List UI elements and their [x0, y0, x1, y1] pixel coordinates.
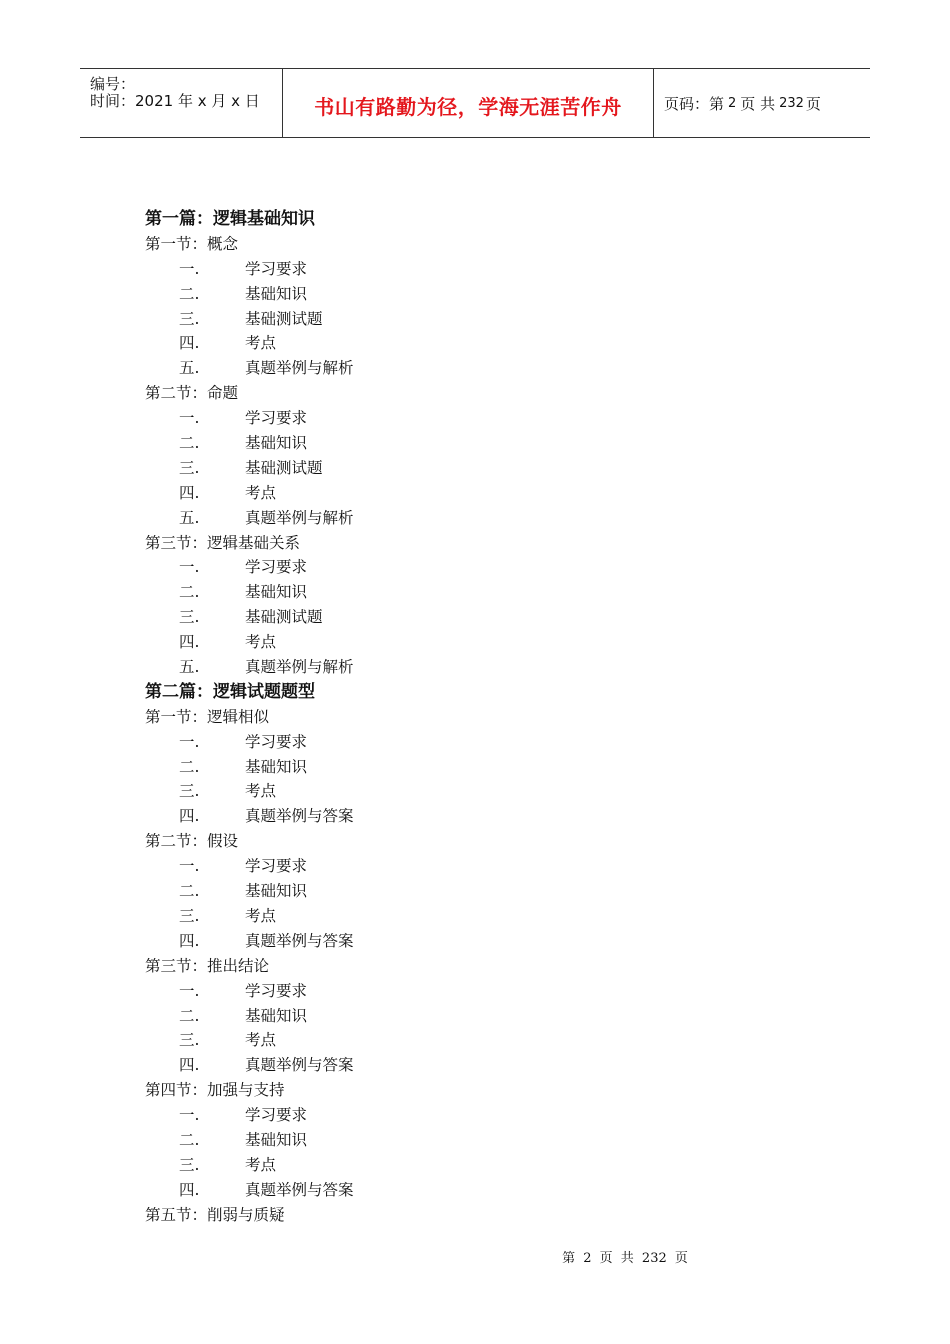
toc-item — [145, 879, 845, 904]
toc-item — [145, 979, 845, 1004]
toc-item-number: 一. — [179, 1106, 200, 1125]
toc-item — [145, 282, 845, 307]
toc-item-label: 真题举例与解析 — [245, 658, 354, 677]
toc-item-number: 二. — [179, 757, 200, 776]
toc-item-number: 四. — [179, 807, 200, 826]
toc-item-number: 一. — [179, 857, 200, 876]
page-mid: 页 共 — [740, 94, 776, 113]
toc-item-label: 考点 — [245, 1031, 277, 1050]
toc-item-label: 基础知识 — [245, 882, 308, 901]
toc-item-number: 四. — [179, 1180, 200, 1199]
toc-item-number: 四. — [179, 483, 200, 502]
doc-number-label: 编号： — [90, 75, 136, 93]
toc-item — [145, 406, 845, 431]
table-of-contents — [145, 207, 845, 1228]
page-prefix: 页码：第 — [664, 94, 725, 113]
toc-item-label: 学习要求 — [245, 1106, 308, 1125]
toc-part-heading: 第一篇：逻辑基础知识 — [145, 209, 315, 229]
toc-item-label: 基础测试题 — [245, 608, 323, 627]
toc-section-heading: 第三节：推出结论 — [145, 956, 270, 975]
toc-item — [145, 804, 845, 829]
toc-item-number: 一. — [179, 259, 200, 278]
toc-item — [145, 1178, 845, 1203]
toc-item-label: 学习要求 — [245, 259, 308, 278]
toc-item — [145, 580, 845, 605]
toc-item-label: 基础知识 — [245, 434, 308, 453]
toc-item-number: 一. — [179, 981, 200, 1000]
toc-item — [145, 481, 845, 506]
header-meta-cell — [80, 69, 282, 137]
toc-item — [145, 456, 845, 481]
toc-section-heading: 第三节：逻辑基础关系 — [145, 533, 301, 552]
toc-item — [145, 257, 845, 282]
toc-item-label: 真题举例与解析 — [245, 508, 354, 527]
toc-item-label: 考点 — [245, 633, 277, 652]
toc-item — [145, 1128, 845, 1153]
toc-section-heading: 第二节：假设 — [145, 832, 239, 851]
toc-item — [145, 779, 845, 804]
toc-item-number: 三. — [179, 1155, 200, 1174]
toc-item-label: 基础知识 — [245, 1006, 308, 1025]
toc-item — [145, 854, 845, 879]
toc-item-number: 四. — [179, 931, 200, 950]
toc-item-number: 四. — [179, 1056, 200, 1075]
toc-item — [145, 431, 845, 456]
toc-item — [145, 307, 845, 332]
toc-item-label: 真题举例与答案 — [245, 1180, 354, 1199]
toc-item — [145, 630, 845, 655]
toc-section-heading: 第一节：逻辑相似 — [145, 707, 270, 726]
toc-item-number: 五. — [179, 359, 200, 378]
toc-item-label: 学习要求 — [245, 857, 308, 876]
toc-item-label: 学习要求 — [245, 981, 308, 1000]
page-footer: 第 2 页 共 232 页 — [562, 1251, 688, 1266]
toc-item — [145, 1053, 845, 1078]
page-total: 232 — [779, 95, 804, 111]
toc-item-label: 真题举例与答案 — [245, 1056, 354, 1075]
toc-item-number: 五. — [179, 658, 200, 677]
toc-item-number: 三. — [179, 1031, 200, 1050]
toc-item-number: 二. — [179, 1006, 200, 1025]
toc-section-heading: 第四节：加强与支持 — [145, 1081, 285, 1100]
toc-item — [145, 1004, 845, 1029]
page-suffix: 页 — [805, 94, 821, 113]
toc-item — [145, 929, 845, 954]
toc-item-label: 基础测试题 — [245, 458, 323, 477]
toc-item — [145, 356, 845, 381]
toc-item-number: 一. — [179, 409, 200, 428]
toc-item-number: 五. — [179, 508, 200, 527]
toc-item-number: 四. — [179, 633, 200, 652]
toc-section-heading: 第二节：命题 — [145, 384, 239, 403]
toc-item — [145, 605, 845, 630]
toc-item — [145, 506, 845, 531]
toc-item-label: 真题举例与答案 — [245, 931, 354, 950]
doc-time-label: 时间：2021 年 x 月 x 日 — [90, 92, 260, 110]
toc-item — [145, 331, 845, 356]
toc-item-number: 二. — [179, 284, 200, 303]
header-page-cell — [654, 69, 870, 137]
toc-item-label: 学习要求 — [245, 558, 308, 577]
header-motto: 书山有路勤为径，学海无涯苦作舟 — [314, 94, 622, 119]
toc-item-label: 学习要求 — [245, 732, 308, 751]
toc-item-label: 考点 — [245, 1155, 277, 1174]
toc-item-number: 二. — [179, 583, 200, 602]
page-header — [80, 68, 870, 138]
toc-item-number: 三. — [179, 309, 200, 328]
toc-section-heading: 第五节：削弱与质疑 — [145, 1205, 285, 1224]
toc-item-label: 真题举例与解析 — [245, 359, 354, 378]
toc-item-label: 考点 — [245, 906, 277, 925]
toc-item-label: 基础知识 — [245, 1130, 308, 1149]
toc-item-number: 一. — [179, 732, 200, 751]
toc-item-number: 二. — [179, 1130, 200, 1149]
toc-item-number: 三. — [179, 782, 200, 801]
toc-item-number: 三. — [179, 906, 200, 925]
toc-item-number: 一. — [179, 558, 200, 577]
toc-item — [145, 1153, 845, 1178]
toc-item-label: 基础测试题 — [245, 309, 323, 328]
toc-item-label: 考点 — [245, 334, 277, 353]
toc-item — [145, 1028, 845, 1053]
toc-item-label: 基础知识 — [245, 583, 308, 602]
toc-item — [145, 1103, 845, 1128]
toc-item — [145, 904, 845, 929]
toc-part-heading: 第二篇：逻辑试题题型 — [145, 681, 315, 702]
toc-item-number: 二. — [179, 882, 200, 901]
header-motto-cell — [282, 69, 654, 137]
toc-item-label: 真题举例与答案 — [245, 807, 354, 826]
toc-item-label: 基础知识 — [245, 284, 308, 303]
toc-item-number: 三. — [179, 608, 200, 627]
toc-item-label: 考点 — [245, 483, 277, 502]
toc-item-label: 考点 — [245, 782, 277, 801]
toc-item-label: 学习要求 — [245, 409, 308, 428]
toc-item — [145, 755, 845, 780]
toc-item — [145, 655, 845, 680]
toc-section-heading: 第一节：概念 — [145, 234, 239, 253]
toc-item — [145, 555, 845, 580]
toc-item-number: 三. — [179, 458, 200, 477]
page-number: 2 — [728, 95, 737, 111]
toc-item-number: 二. — [179, 434, 200, 453]
toc-item-label: 基础知识 — [245, 757, 308, 776]
toc-item — [145, 730, 845, 755]
toc-item-number: 四. — [179, 334, 200, 353]
